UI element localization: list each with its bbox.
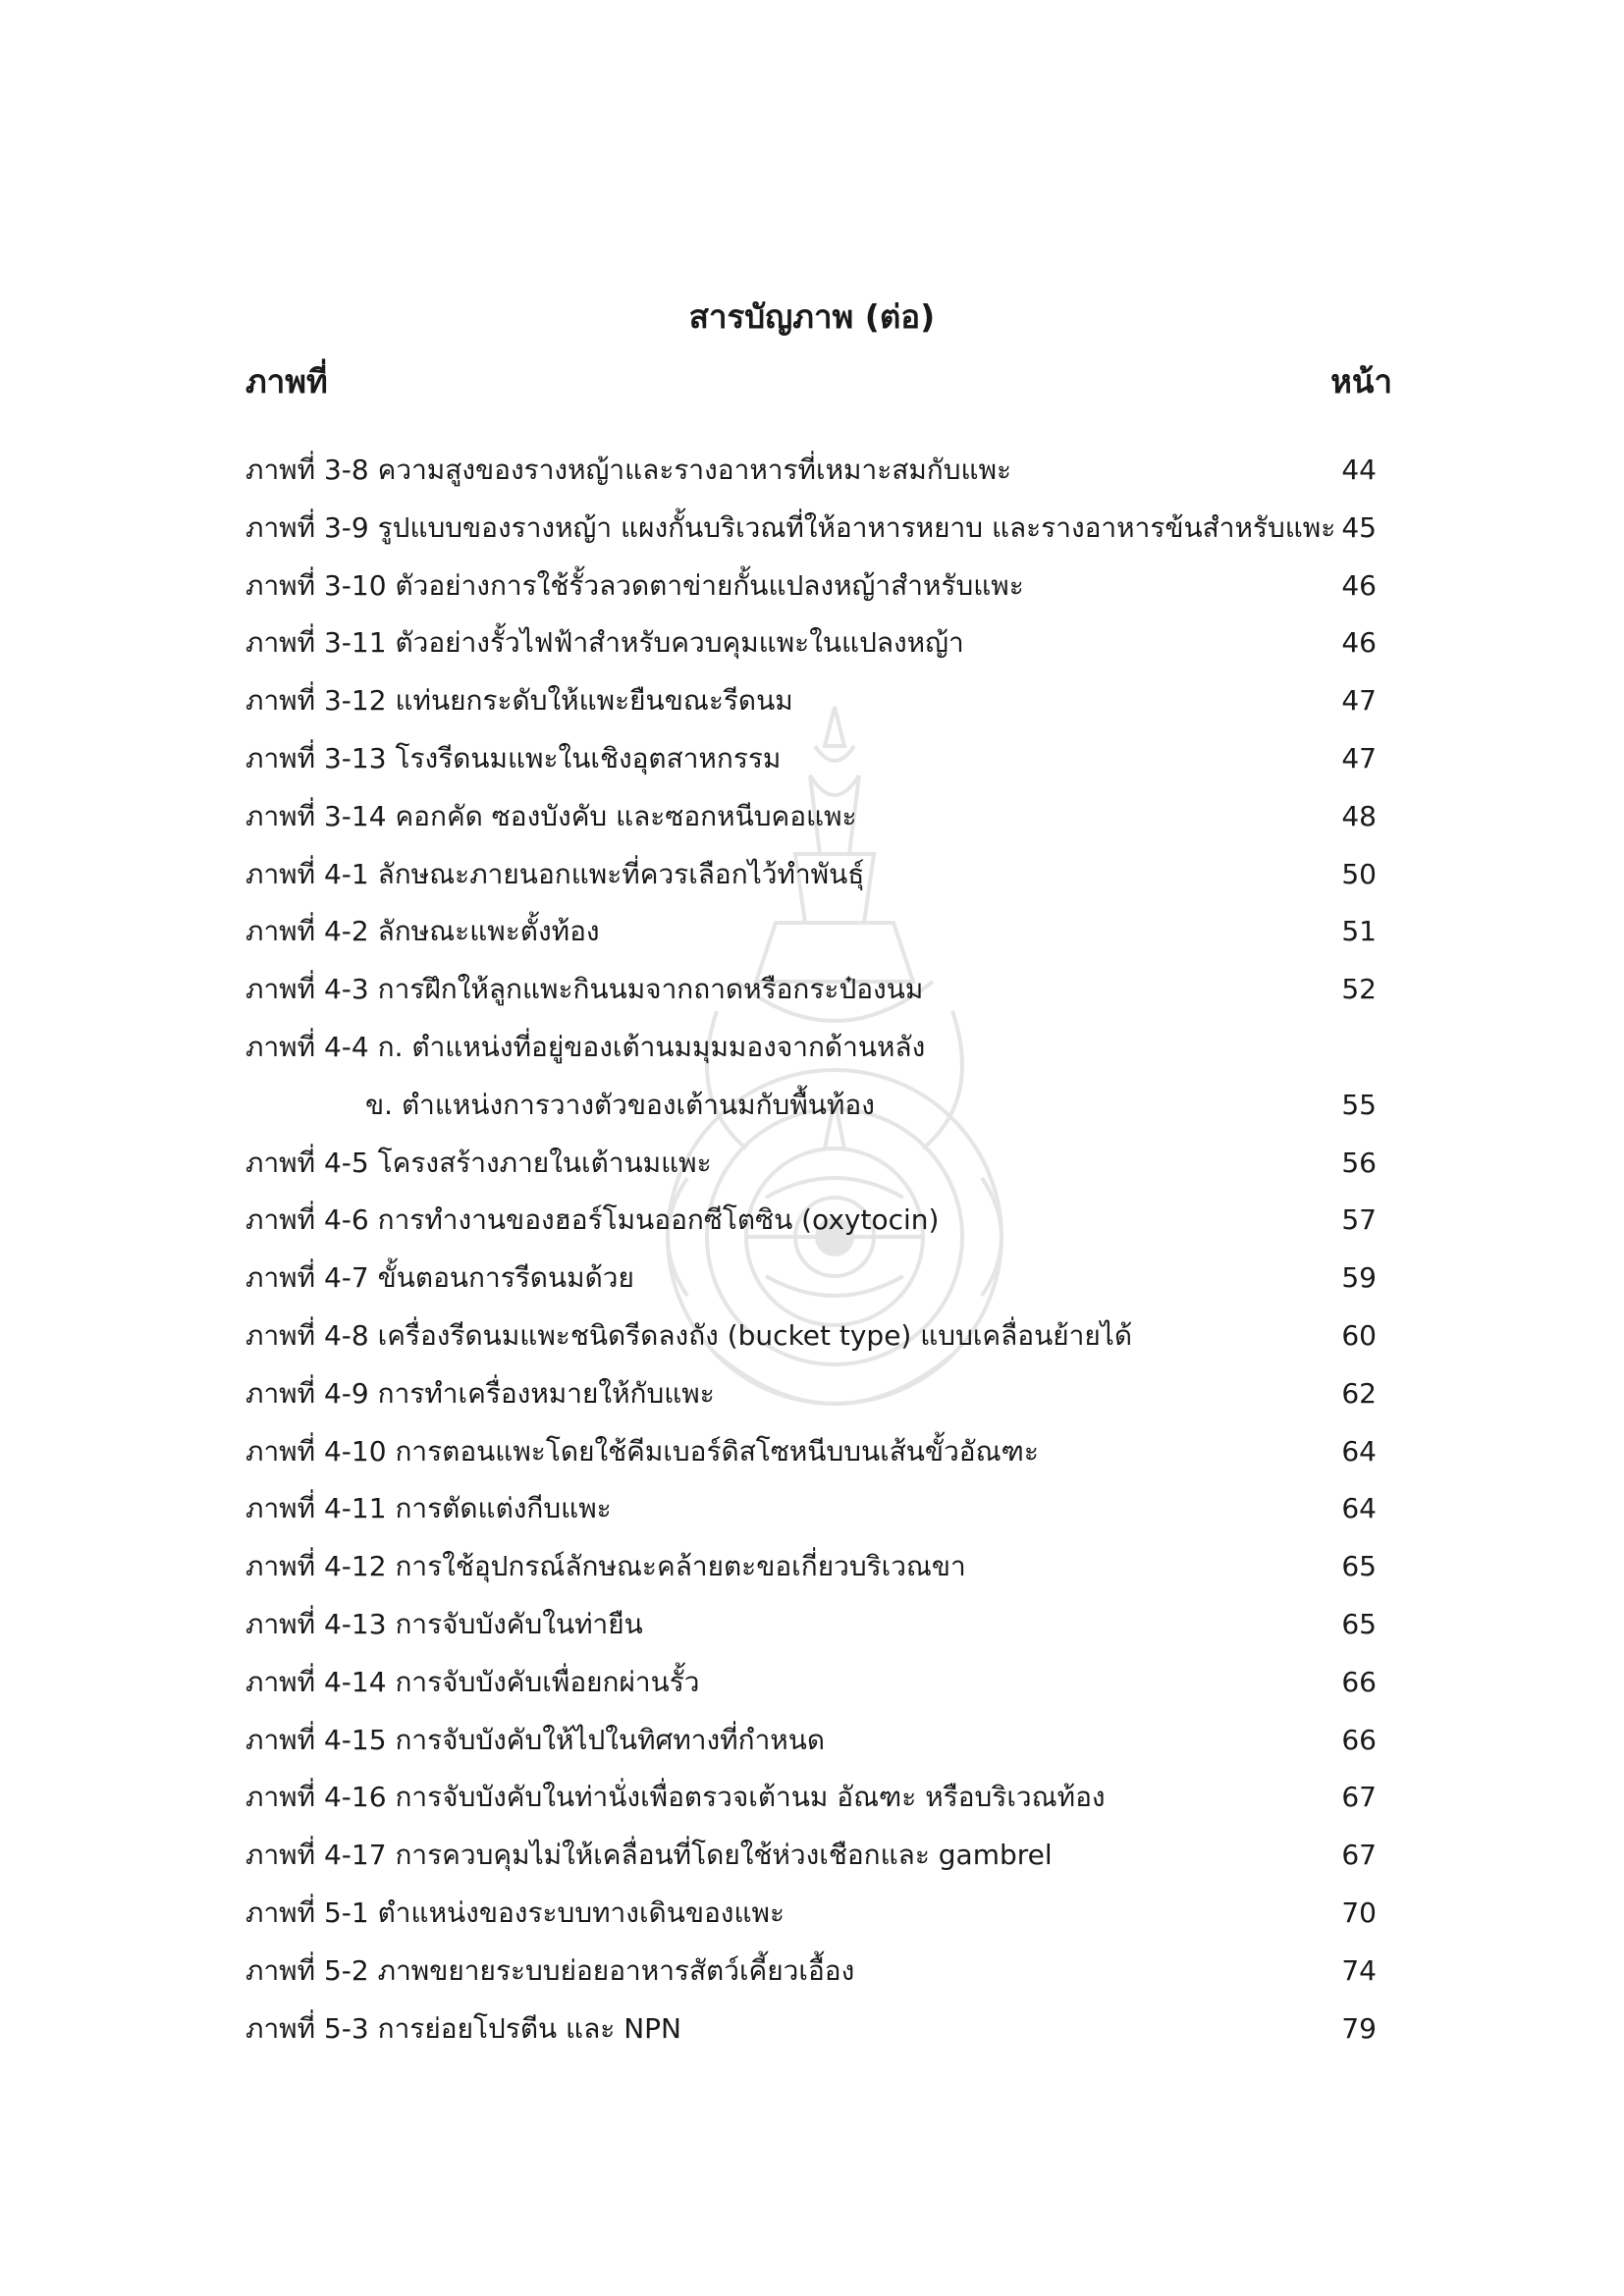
toc-entry [245, 1250, 1384, 1308]
toc-entry-page-number: 51 [1341, 915, 1377, 948]
toc-entry [245, 442, 1384, 500]
toc-entry-label: ภาพที่ 3-10 ตัวอย่างการใช้รั้วลวดตาข่ายกั้นแปลงหญ้าสำหรับแพะ [245, 568, 1024, 602]
figure-list [245, 442, 1384, 2057]
toc-entry [245, 1135, 1384, 1193]
page-title: สารบัญภาพ (ต่อ) [688, 297, 936, 336]
toc-entry-label: ภาพที่ 4-12 การใช้อุปกรณ์ลักษณะคล้ายตะขอเกี่ยวบริเวณขา [245, 1550, 966, 1583]
toc-entry-page-number: 44 [1341, 454, 1377, 486]
toc-entry-label: ข. ตำแหน่งการวางตัวของเต้านมกับพื้นท้อง [365, 1088, 875, 1121]
toc-entry-page-number: 79 [1341, 2011, 1377, 2045]
toc-entry-label: ภาพที่ 4-7 ขั้นตอนการรีดนมด้วย [245, 1261, 634, 1295]
toc-entry-label: ภาพที่ 4-16 การจับบังคับในท่านั่งเพื่อตรวจเต้านม อัณฑะ หรือบริเวณท้อง [245, 1781, 1106, 1814]
toc-entry [245, 1423, 1384, 1481]
toc-entry-page-number: 57 [1341, 1203, 1377, 1237]
toc-entry [245, 2001, 1384, 2058]
toc-entry-label: ภาพที่ 4-4 ก. ตำแหน่งที่อยู่ของเต้านมมุมมองจากด้านหลัง [245, 1030, 926, 1063]
toc-entry [245, 1365, 1384, 1423]
toc-entry-label: ภาพที่ 4-15 การจับบังคับให้ไปในทิศทางที่กำหนด [245, 1723, 826, 1756]
toc-entry [245, 1712, 1384, 1770]
toc-entry [245, 1077, 1384, 1135]
toc-entry-label: ภาพที่ 3-8 ความสูงของรางหญ้าและรางอาหารที่เหมาะสมกับแพะ [245, 454, 1012, 486]
toc-entry-page-number: 65 [1341, 1607, 1377, 1640]
toc-entry [245, 558, 1384, 615]
toc-entry-page-number: 62 [1341, 1376, 1377, 1410]
toc-entry-label: ภาพที่ 4-5 โครงสร้างภายในเต้านมแพะ [245, 1146, 712, 1179]
toc-entry-label: ภาพที่ 4-8 เครื่องรีดนมแพะชนิดรีดลงถัง (bucket type) แบบเคลื่อนย้ายได้ [245, 1318, 1133, 1352]
toc-entry [245, 1480, 1384, 1538]
toc-entry-label: ภาพที่ 3-9 รูปแบบของรางหญ้า แผงกั้นบริเวณที่ให้อาหารหยาบ และรางอาหารข้นสำหรับแพะ [245, 510, 1336, 544]
toc-entry [245, 1538, 1384, 1596]
toc-entry [245, 961, 1384, 1019]
toc-entry-page-number: 66 [1341, 1665, 1377, 1698]
toc-entry [245, 1943, 1384, 2001]
toc-entry [245, 672, 1384, 730]
toc-entry-label: ภาพที่ 3-12 แท่นยกระดับให้แพะยืนขณะรีดนม [245, 684, 793, 718]
toc-entry-label: ภาพที่ 4-3 การฝึกให้ลูกแพะกินนมจากถาดหรือกระป๋องนม [245, 973, 924, 1006]
toc-entry [245, 500, 1384, 558]
toc-entry-label: ภาพที่ 4-11 การตัดแต่งกีบแพะ [245, 1492, 612, 1525]
toc-entry [245, 1885, 1384, 1943]
toc-entry-label: ภาพที่ 3-13 โรงรีดนมแพะในเชิงอุตสาหกรรม [245, 741, 782, 774]
toc-entry-label: ภาพที่ 5-3 การย่อยโปรตีน และ NPN [245, 2011, 681, 2045]
toc-entry-label: ภาพที่ 4-14 การจับบังคับเพื่อยกผ่านรั้ว [245, 1665, 700, 1698]
column-header-figure: ภาพที่ [245, 362, 328, 400]
toc-entry-page-number: 52 [1341, 973, 1377, 1006]
toc-entry-page-number: 50 [1341, 857, 1377, 890]
toc-entry [245, 903, 1384, 961]
toc-entry [245, 614, 1384, 672]
toc-entry [245, 1654, 1384, 1712]
toc-entry-page-number: 74 [1341, 1953, 1377, 1987]
toc-entry [245, 730, 1384, 788]
toc-entry-page-number: 47 [1341, 741, 1377, 774]
toc-entry-label: ภาพที่ 3-11 ตัวอย่างรั้วไฟฟ้าสำหรับควบคุมแพะในแปลงหญ้า [245, 626, 964, 660]
toc-entry-label: ภาพที่ 5-1 ตำแหน่งของระบบทางเดินของแพะ [245, 1896, 785, 1929]
toc-entry [245, 846, 1384, 904]
toc-entry-label: ภาพที่ 4-17 การควบคุมไม่ให้เคลื่อนที่โดยใช้ห่วงเชือกและ gambrel [245, 1839, 1053, 1872]
toc-entry-label: ภาพที่ 3-14 คอกคัด ซองบังคับ และซอกหนีบคอแพะ [245, 799, 857, 832]
toc-entry [245, 1308, 1384, 1365]
toc-entry-page-number: 64 [1341, 1492, 1377, 1525]
toc-entry-label: ภาพที่ 4-2 ลักษณะแพะตั้งท้อง [245, 915, 600, 948]
toc-entry-label: ภาพที่ 4-9 การทำเครื่องหมายให้กับแพะ [245, 1376, 715, 1410]
toc-entry-label: ภาพที่ 4-6 การทำงานของฮอร์โมนออกซีโตซิน (oxytocin) [245, 1203, 940, 1237]
toc-entry [245, 788, 1384, 846]
toc-entry-page-number: 60 [1341, 1318, 1377, 1352]
toc-entry [245, 1019, 1384, 1077]
toc-entry-page-number: 65 [1341, 1550, 1377, 1583]
toc-entry-label: ภาพที่ 4-1 ลักษณะภายนอกแพะที่ควรเลือกไว้ทำพันธุ์ [245, 857, 865, 890]
toc-entry-page-number: 55 [1341, 1088, 1377, 1121]
toc-entry-page-number: 48 [1341, 799, 1377, 832]
toc-entry-page-number: 70 [1341, 1896, 1377, 1929]
column-header-page: หน้า [1330, 362, 1392, 400]
toc-entry-page-number: 56 [1341, 1146, 1377, 1179]
toc-entry-label: ภาพที่ 4-13 การจับบังคับในท่ายืน [245, 1607, 643, 1640]
toc-entry [245, 1769, 1384, 1827]
toc-entry-page-number: 46 [1341, 568, 1377, 602]
toc-entry [245, 1192, 1384, 1250]
toc-entry-page-number: 47 [1341, 684, 1377, 718]
toc-entry-page-number: 67 [1341, 1839, 1377, 1872]
toc-entry [245, 1596, 1384, 1654]
toc-entry-page-number: 59 [1341, 1261, 1377, 1295]
toc-entry-page-number: 64 [1341, 1434, 1377, 1468]
toc-entry-page-number: 46 [1341, 626, 1377, 660]
toc-entry-page-number: 45 [1341, 510, 1377, 544]
toc-entry-label: ภาพที่ 4-10 การตอนแพะโดยใช้คีมเบอร์ดิสโซหนีบบนเส้นขั้วอัณฑะ [245, 1434, 1039, 1468]
toc-entry-label: ภาพที่ 5-2 ภาพขยายระบบย่อยอาหารสัตว์เคี้ยวเอื้อง [245, 1953, 855, 1987]
toc-entry-page-number: 67 [1341, 1781, 1377, 1814]
toc-entry-page-number: 66 [1341, 1723, 1377, 1756]
toc-entry [245, 1827, 1384, 1885]
